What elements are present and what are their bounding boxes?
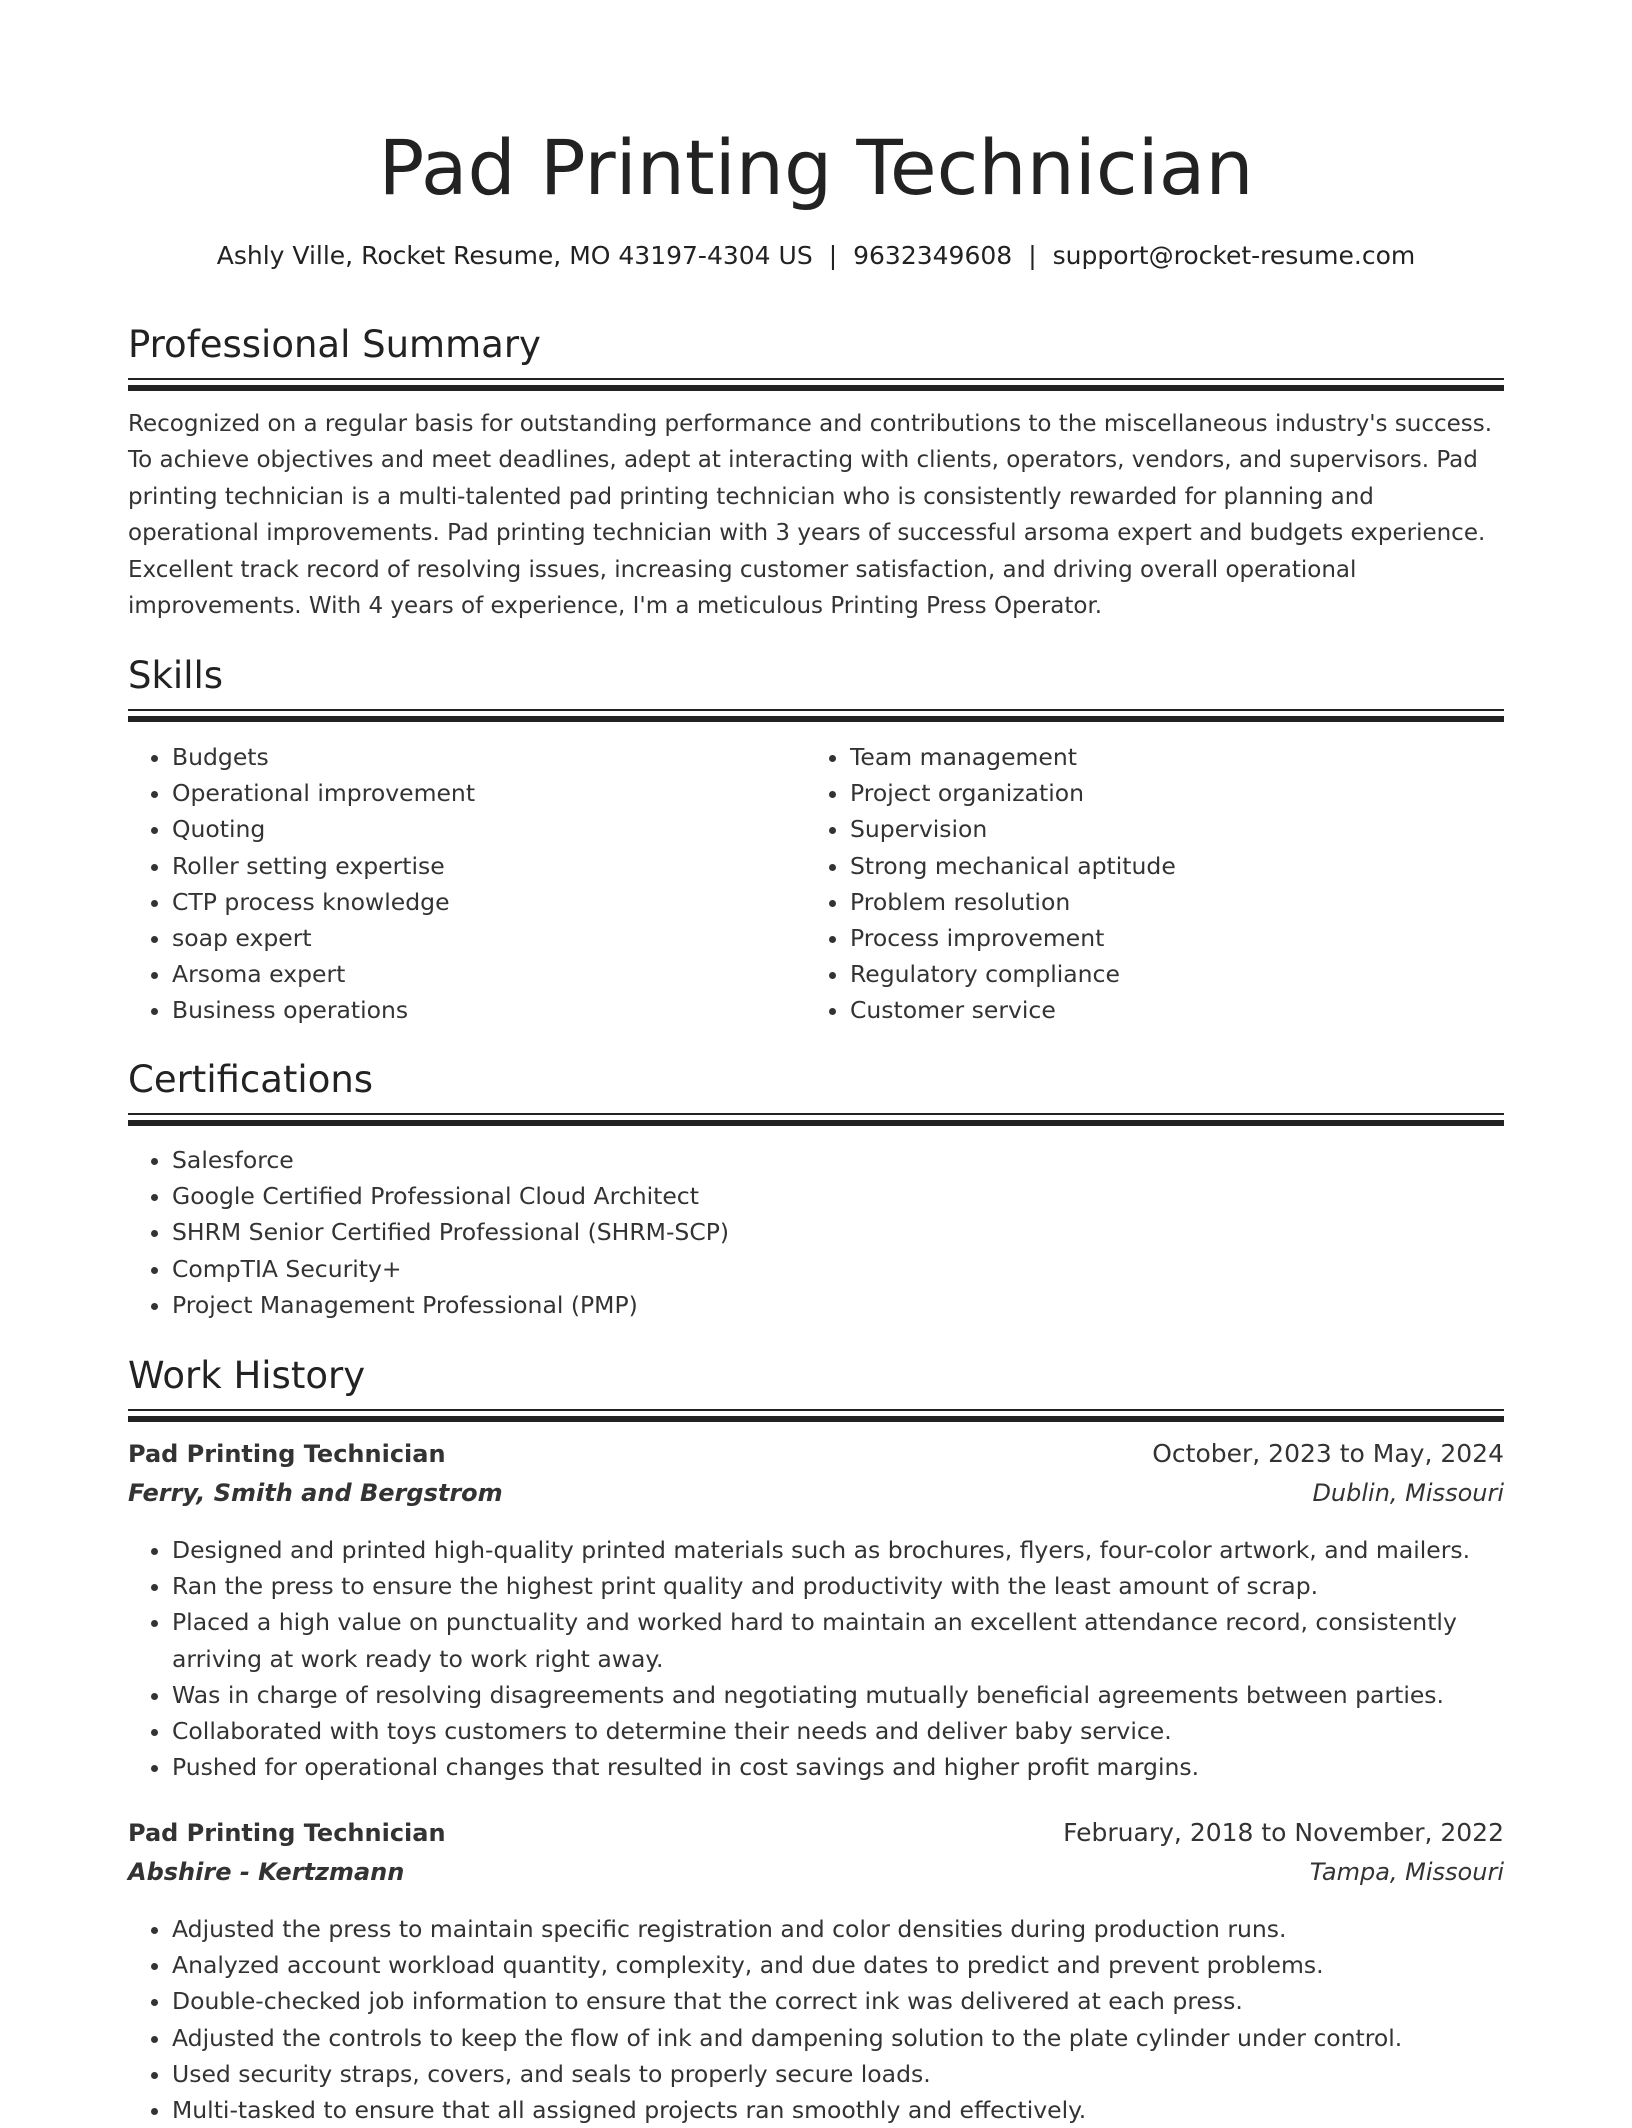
section-heading-certifications: Certifications xyxy=(128,1058,374,1101)
contact-address: Ashly Ville, Rocket Resume, MO 43197-4304 US xyxy=(216,241,813,270)
section-heading-skills: Skills xyxy=(128,654,224,697)
skill-item: • Process improvement xyxy=(850,920,1504,956)
skill-item: • Project organization xyxy=(850,775,1504,811)
duty-item: • Double-checked job information to ensure that the correct ink was delivered at each press. xyxy=(172,1983,1504,2019)
skill-item: • Business operations xyxy=(172,992,804,1028)
duty-item: • Collaborated with toys customers to determine their needs and deliver baby service. xyxy=(172,1713,1504,1749)
summary-text: Recognized on a regular basis for outstanding performance and contributions to the miscellaneous industry's success. To achieve objectives and meet deadlines, adept at interacting with clients, operators, vendors, and supervisors. Pad printing technician is a multi-talented pad printing technician who is consistently rewarded for planning and operational improvements. Pad printing technician with 3 years of successful arsoma expert and budgets experience. Excellent track record of resolving issues, increasing customer satisfaction, and driving overall operational improvements. With 4 years of experience, I'm a meticulous Printing Press Operator. xyxy=(128,411,1493,620)
contact-phone: 9632349608 xyxy=(853,241,1013,270)
job-company: Abshire - Kertzmann xyxy=(128,1858,405,1886)
job-location: Dublin, Missouri xyxy=(1312,1479,1504,1507)
contact-separator: | xyxy=(828,241,838,270)
skill-item: • CTP process knowledge xyxy=(172,884,804,920)
skill-item: • Budgets xyxy=(172,739,804,775)
job-header xyxy=(128,1818,1504,1858)
job-subheader xyxy=(128,1479,1504,1519)
skill-item: • Operational improvement xyxy=(172,775,804,811)
contact-line xyxy=(128,238,1504,274)
duty-item: • Used security straps, covers, and seals to properly secure loads. xyxy=(172,2056,1504,2092)
certifications-list xyxy=(128,1142,1504,1323)
skill-item: • Team management xyxy=(850,739,1504,775)
job-title: Pad Printing Technician xyxy=(128,1440,446,1468)
skill-item: • Regulatory compliance xyxy=(850,956,1504,992)
skill-item: • Roller setting expertise xyxy=(172,848,804,884)
section-divider xyxy=(128,1113,1504,1126)
duty-item: • Adjusted the press to maintain specific registration and color densities during production runs. xyxy=(172,1911,1504,1947)
certification-item: • Salesforce xyxy=(172,1142,1504,1178)
certification-item: • SHRM Senior Certified Professional (SHRM-SCP) xyxy=(172,1214,1504,1250)
skill-item: • Strong mechanical aptitude xyxy=(850,848,1504,884)
job-dates: February, 2018 to November, 2022 xyxy=(1063,1818,1504,1847)
skill-item: • soap expert xyxy=(172,920,804,956)
duty-item: • Pushed for operational changes that resulted in cost savings and higher profit margins. xyxy=(172,1749,1504,1785)
duty-item: • Multi-tasked to ensure that all assigned projects ran smoothly and effectively. xyxy=(172,2092,1504,2128)
skills-list-left xyxy=(128,739,804,1029)
job-duties-list xyxy=(128,1911,1504,2128)
certification-item: • Google Certified Professional Cloud Architect xyxy=(172,1178,1504,1214)
job-location: Tampa, Missouri xyxy=(1309,1858,1504,1886)
duty-item: • Adjusted the controls to keep the flow of ink and dampening solution to the plate cylinder under control. xyxy=(172,2020,1504,2056)
skill-item: • Problem resolution xyxy=(850,884,1504,920)
section-divider xyxy=(128,1409,1504,1422)
duty-item: • Placed a high value on punctuality and worked hard to maintain an excellent attendance record, consistently arriving at work ready to work right away. xyxy=(172,1604,1504,1676)
contact-email: support@rocket-resume.com xyxy=(1052,241,1416,270)
skill-item: • Arsoma expert xyxy=(172,956,804,992)
job-header xyxy=(128,1439,1504,1479)
section-divider xyxy=(128,709,1504,722)
certification-item: • Project Management Professional (PMP) xyxy=(172,1287,1504,1323)
job-dates: October, 2023 to May, 2024 xyxy=(1152,1439,1504,1468)
section-divider xyxy=(128,378,1504,391)
job-duties-list xyxy=(128,1532,1504,1785)
job-title: Pad Printing Technician xyxy=(128,1819,446,1847)
duty-item: • Analyzed account workload quantity, complexity, and due dates to predict and prevent problems. xyxy=(172,1947,1504,1983)
duty-item: • Was in charge of resolving disagreements and negotiating mutually beneficial agreements between parties. xyxy=(172,1677,1504,1713)
page-title: Pad Printing Technician xyxy=(378,123,1254,212)
section-heading-work-history: Work History xyxy=(128,1354,366,1397)
duty-item: • Designed and printed high-quality printed materials such as brochures, flyers, four-color artwork, and mailers. xyxy=(172,1532,1504,1568)
duty-item: • Ran the press to ensure the highest print quality and productivity with the least amount of scrap. xyxy=(172,1568,1504,1604)
contact-separator: | xyxy=(1028,241,1037,270)
section-heading-summary: Professional Summary xyxy=(128,323,541,366)
skill-item: • Quoting xyxy=(172,811,804,847)
skills-list-right xyxy=(806,739,1504,1029)
skill-item: • Supervision xyxy=(850,811,1504,847)
job-company: Ferry, Smith and Bergstrom xyxy=(128,1479,503,1507)
job-subheader xyxy=(128,1858,1504,1898)
skill-item: • Customer service xyxy=(850,992,1504,1028)
certification-item: • CompTIA Security+ xyxy=(172,1251,1504,1287)
